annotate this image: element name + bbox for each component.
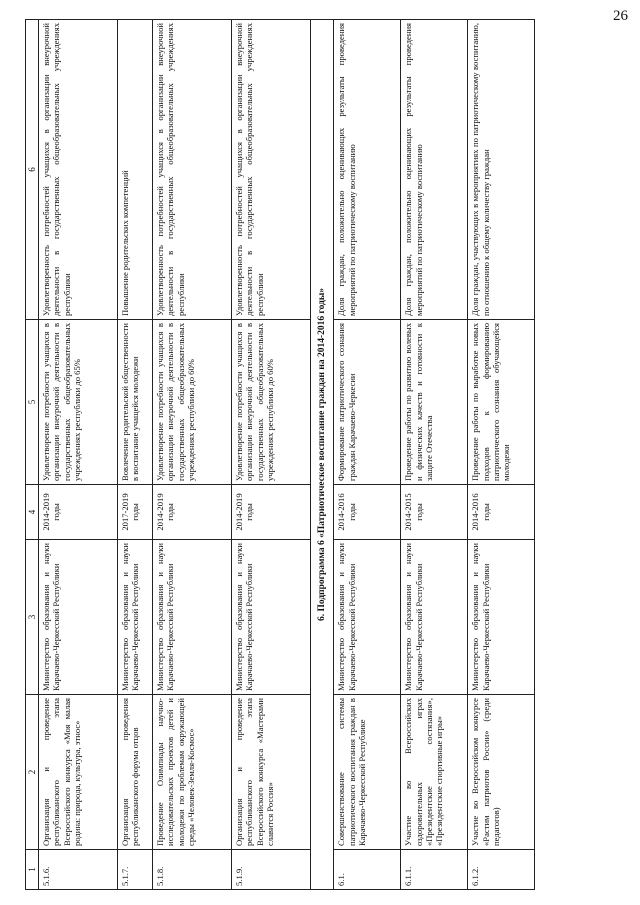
- indicator-cell: Удовлетворенность потребностей учащихся в организации внеурочной деятельности в государственных общеобразовательных учреждениях республики: [39, 20, 118, 320]
- indicator-cell: Доля граждан, участвующих в мероприятиях по патриотическому воспитанию, по отношению к общему количеству граждан: [468, 20, 535, 320]
- result-cell: Удовлетворение потребности учащихся в организации внеурочной деятельности в государственных общеобразовательных учреждениях республики до 60%: [153, 320, 232, 485]
- period-cell: 2014-2019 годы: [39, 485, 118, 540]
- column-header: 5: [26, 320, 39, 485]
- column-header: 2: [26, 695, 39, 850]
- section-header-row: [311, 20, 334, 890]
- result-cell: Формирование патриотического сознания граждан Карачаево-Черкесии: [334, 320, 401, 485]
- event-cell: Организация и проведение республиканского этапа Всероссийского конкурса «Мастерами славится Россия»: [232, 695, 311, 850]
- result-cell: Удовлетворение потребности учащихся в организации внеурочной деятельности в государственных общеобразовательных учреждениях республики до 60%: [232, 320, 311, 485]
- indicator-cell: Повышение родительских компетенций: [118, 20, 153, 320]
- event-cell: Организация и проведение республиканского этапа Всероссийского конкурса «Моя малая родина: природа, культура, этнос»: [39, 695, 118, 850]
- period-cell: 2017-2019 годы: [118, 485, 153, 540]
- program-table: [25, 19, 535, 890]
- period-cell: 2014-2016 годы: [468, 485, 535, 540]
- column-header: 3: [26, 540, 39, 695]
- period-cell: 2014-2019 годы: [232, 485, 311, 540]
- page-number: 26: [613, 8, 628, 24]
- executor-cell: Министерство образования и науки Карачаево-Черкесской Республики: [232, 540, 311, 695]
- executor-cell: Министерство образования и науки Карачаево-Черкесской Республики: [118, 540, 153, 695]
- row-number: 6.1.1.: [401, 850, 468, 890]
- executor-cell: Министерство образования и науки Карачаево-Черкесской Республики: [334, 540, 401, 695]
- result-cell: Проведение работы по выработке новых подходов к формированию патриотического сознания обучающейся молодежи: [468, 320, 535, 485]
- row-number: 5.1.9.: [232, 850, 311, 890]
- period-cell: 2014-2016 годы: [334, 485, 401, 540]
- indicator-cell: Доля граждан, положительно оценивающих результаты проведения мероприятий по патриотическому воспитанию: [401, 20, 468, 320]
- section-title: 6. Подпрограмма 6 «Патриотическое воспитание граждан на 2014-2016 годы»: [311, 20, 334, 890]
- table-row: [401, 20, 468, 890]
- rotated-table-container: [25, 20, 615, 890]
- executor-cell: Министерство образования и науки Карачаево-Черкесской Республики: [39, 540, 118, 695]
- column-header: 4: [26, 485, 39, 540]
- indicator-cell: Удовлетворенность потребностей учащихся в организации внеурочной деятельности в государственных общеобразовательных учреждениях республики: [153, 20, 232, 320]
- column-number-row: [26, 20, 39, 890]
- indicator-cell: Доля граждан, положительно оценивающих результаты проведения мероприятий по патриотическому воспитанию: [334, 20, 401, 320]
- executor-cell: Министерство образования и науки Карачаево-Черкесской Республики: [401, 540, 468, 695]
- result-cell: Удовлетворение потребности учащихся в организации внеурочной деятельности в государственных общеобразовательных учреждениях республики до 65%: [39, 320, 118, 485]
- table-row: [153, 20, 232, 890]
- column-header: 1: [26, 850, 39, 890]
- result-cell: Проведение работы по развитию волевых и физических качеств и готовности к защите Отечества: [401, 320, 468, 485]
- event-cell: Проведение Олимпиады научно-исследовательских проектов детей и молодежи по проблемам окружающей среды «Человек-Земля-Космос»: [153, 695, 232, 850]
- table-row: [468, 20, 535, 890]
- event-cell: Организация проведения республиканского форума отцов: [118, 695, 153, 850]
- executor-cell: Министерство образования и науки Карачаево-Черкесской Республики: [153, 540, 232, 695]
- row-number: 6.1.: [334, 850, 401, 890]
- table-row: [118, 20, 153, 890]
- table-row: [39, 20, 118, 890]
- table-row: [232, 20, 311, 890]
- row-number: 5.1.6.: [39, 850, 118, 890]
- column-header: 6: [26, 20, 39, 320]
- event-cell: Участие во Всероссийских оздоровительных играх «Президентские состязания», «Президентские спортивные игры»: [401, 695, 468, 850]
- row-number: 5.1.8.: [153, 850, 232, 890]
- indicator-cell: Удовлетворенность потребностей учащихся в организации внеурочной деятельности в государственных общеобразовательных учреждениях республики: [232, 20, 311, 320]
- period-cell: 2014-2015 годы: [401, 485, 468, 540]
- event-cell: Совершенствование системы патриотического воспитания граждан в Карачаево-Черкесской Республике: [334, 695, 401, 850]
- event-cell: Участие во Всероссийском конкурсе «Растим патриотов России» (среди педагогов): [468, 695, 535, 850]
- period-cell: 2014-2019 годы: [153, 485, 232, 540]
- executor-cell: Министерство образования и науки Карачаево-Черкесской Республики: [468, 540, 535, 695]
- table-row: [334, 20, 401, 890]
- row-number: 6.1.2.: [468, 850, 535, 890]
- result-cell: Вовлечение родительской общественности в воспитание учащейся молодежи: [118, 320, 153, 485]
- row-number: 5.1.7.: [118, 850, 153, 890]
